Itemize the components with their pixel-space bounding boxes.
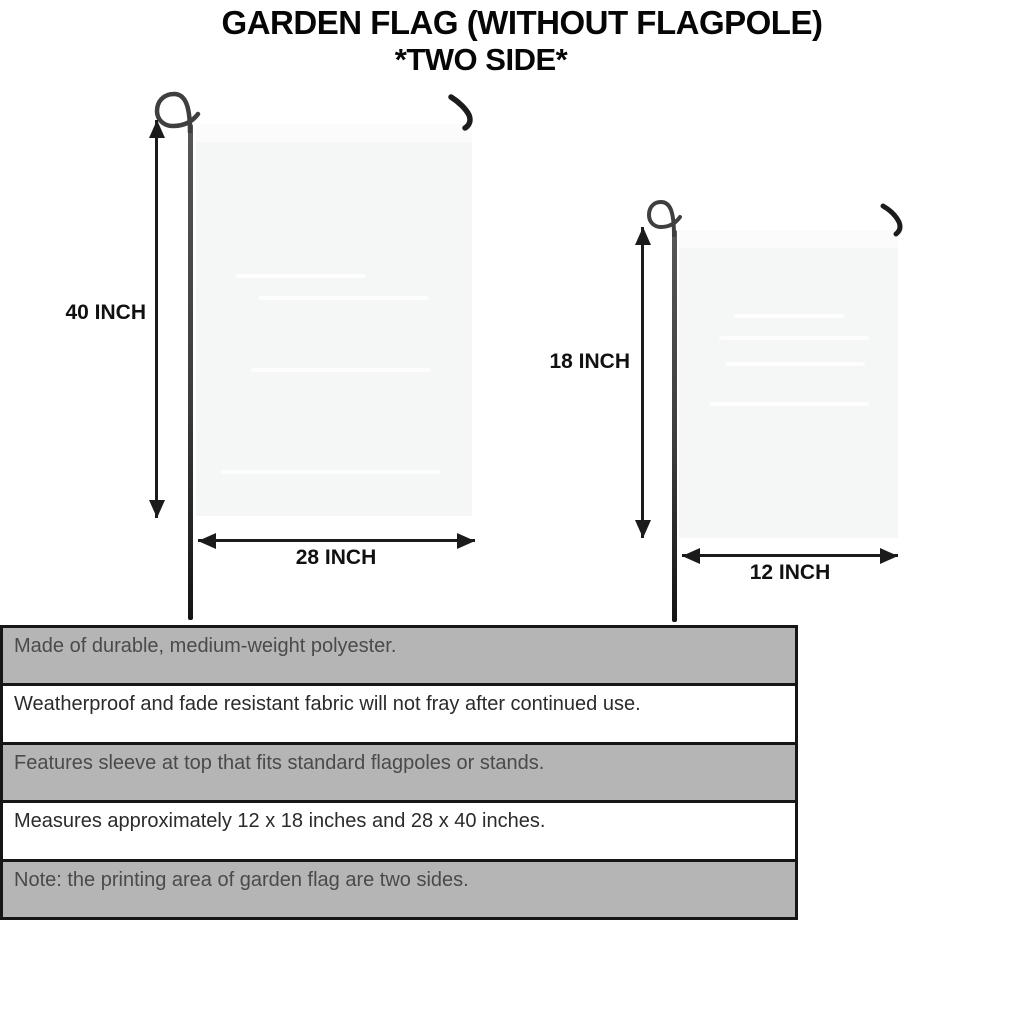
feature-row-material: Made of durable, medium-weight polyester.	[3, 628, 795, 683]
large-flag-fabric	[196, 124, 472, 516]
features-table	[0, 625, 798, 920]
large-flag-height-arrow	[155, 120, 158, 518]
fabric-crease	[709, 402, 869, 406]
large-flagpole-rod	[188, 124, 193, 620]
fabric-crease	[734, 314, 844, 318]
page-title: GARDEN FLAG (WITHOUT FLAGPOLE)	[221, 4, 823, 41]
small-flagpole-hook-icon	[880, 203, 908, 239]
feature-row-sleeve: Features sleeve at top that fits standard flagpoles or stands.	[3, 742, 795, 800]
fabric-crease	[719, 336, 869, 340]
small-flag-width-arrow	[682, 554, 898, 557]
feature-row-note: Note: the printing area of garden flag are two sides.	[3, 859, 795, 917]
small-flag-height-label: 18 INCH	[549, 350, 630, 373]
small-flag-fabric	[679, 230, 898, 538]
small-flagpole-rod	[672, 230, 677, 622]
large-flag-width-label: 28 INCH	[295, 546, 377, 569]
small-flag-width-label: 12 INCH	[749, 561, 831, 584]
page-subtitle: *TWO SIDE*	[394, 42, 568, 77]
fabric-crease	[258, 296, 428, 300]
fabric-crease	[725, 362, 865, 366]
feature-row-measurements: Measures approximately 12 x 18 inches and 28 x 40 inches.	[3, 800, 795, 858]
small-flag-height-arrow	[641, 227, 644, 538]
feature-row-weatherproof: Weatherproof and fade resistant fabric will not fray after continued use.	[3, 683, 795, 741]
large-flag-height-label: 40 INCH	[65, 301, 146, 324]
small-flagpole-loop-icon	[646, 197, 686, 237]
large-flag-width-arrow	[198, 539, 475, 542]
fabric-crease	[221, 470, 441, 474]
fabric-crease	[251, 368, 431, 372]
fabric-crease	[236, 274, 366, 278]
large-flagpole-hook-icon	[448, 94, 478, 132]
